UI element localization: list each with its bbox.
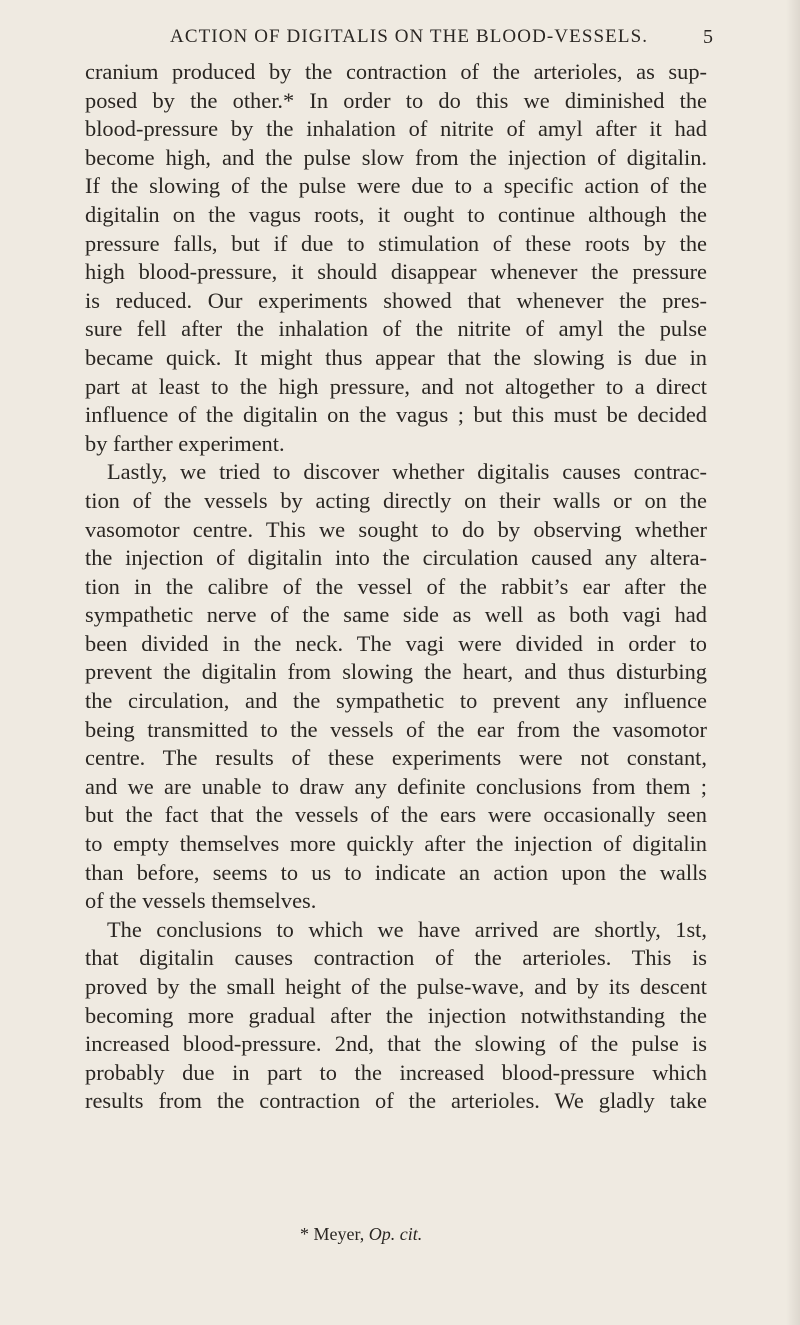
text-line: results from the contraction of the arterioles. We gladly take: [85, 1088, 707, 1114]
text-line: sure fell after the inhalation of the nitrite of amyl the pulse: [85, 316, 707, 342]
text-line: but the fact that the vessels of the ears were occasionally seen: [85, 802, 707, 828]
text-line: If the slowing of the pulse were due to a specific action of the: [85, 173, 707, 199]
running-head-title: ACTION OF DIGITALIS ON THE BLOOD-VESSELS.: [170, 26, 649, 47]
text-line: posed by the other.* In order to do this we diminished the: [85, 87, 707, 113]
text-line: vasomotor centre. This we sought to do by observing whether: [85, 516, 707, 542]
text-line: probably due in part to the increased blood-pressure which: [85, 1059, 707, 1085]
text-line: increased blood-pressure. 2nd, that the slowing of the pulse is: [85, 1031, 707, 1057]
page-edge-shadow: [786, 0, 800, 1325]
text-line: The conclusions to which we have arrived are shortly, 1st,: [107, 916, 707, 942]
text-line: to empty themselves more quickly after the injection of digitalin: [85, 831, 707, 857]
text-line: been divided in the neck. The vagi were divided in order to: [85, 630, 707, 656]
text-line: sympathetic nerve of the same side as well as both vagi had: [85, 602, 707, 628]
footnote-marker: *: [300, 1224, 309, 1244]
text-line: centre. The results of these experiments were not constant,: [85, 745, 707, 771]
text-line: prevent the digitalin from slowing the heart, and thus disturbing: [85, 659, 707, 685]
text-line: is reduced. Our experiments showed that whenever the pres-: [85, 287, 707, 313]
text-line: than before, seems to us to indicate an action upon the walls: [85, 859, 707, 885]
text-line: Lastly, we tried to discover whether digitalis causes contrac-: [107, 459, 707, 485]
text-line: of the vessels themselves.: [85, 888, 317, 914]
text-line: becoming more gradual after the injection notwithstanding the: [85, 1002, 707, 1028]
text-line: become high, and the pulse slow from the injection of digitalin.: [85, 144, 707, 170]
text-line: being transmitted to the vessels of the ear from the vasomotor: [85, 716, 707, 742]
text-line: high blood-pressure, it should disappear whenever the pressure: [85, 259, 707, 285]
text-line: blood-pressure by the inhalation of nitrite of amyl after it had: [85, 116, 707, 142]
text-line: tion in the calibre of the vessel of the rabbit’s ear after the: [85, 573, 707, 599]
text-line: the injection of digitalin into the circulation caused any altera-: [85, 545, 707, 571]
text-line: that digitalin causes contraction of the arterioles. This is: [85, 945, 707, 971]
footnote: [300, 1224, 422, 1245]
text-line: pressure falls, but if due to stimulation of these roots by the: [85, 230, 707, 256]
text-line: part at least to the high pressure, and not altogether to a direct: [85, 373, 707, 399]
body-text: [85, 58, 707, 1116]
text-line: influence of the digitalin on the vagus ; but this must be decided: [85, 402, 707, 428]
text-line: and we are unable to draw any definite conclusions from them ;: [85, 773, 707, 799]
text-line: tion of the vessels by acting directly on their walls or on the: [85, 487, 707, 513]
text-line: by farther experiment.: [85, 430, 285, 456]
footnote-author: Meyer,: [313, 1224, 365, 1244]
text-line: became quick. It might thus appear that the slowing is due in: [85, 344, 707, 370]
text-line: the circulation, and the sympathetic to prevent any influence: [85, 688, 707, 714]
text-line: proved by the small height of the pulse-wave, and by its descent: [85, 974, 707, 999]
text-line: cranium produced by the contraction of the arterioles, as sup-: [85, 59, 707, 84]
footnote-source: Op. cit.: [368, 1224, 423, 1244]
text-line: digitalin on the vagus roots, it ought to continue although the: [85, 201, 707, 227]
page-number: 5: [703, 26, 713, 48]
running-head: [0, 22, 800, 52]
